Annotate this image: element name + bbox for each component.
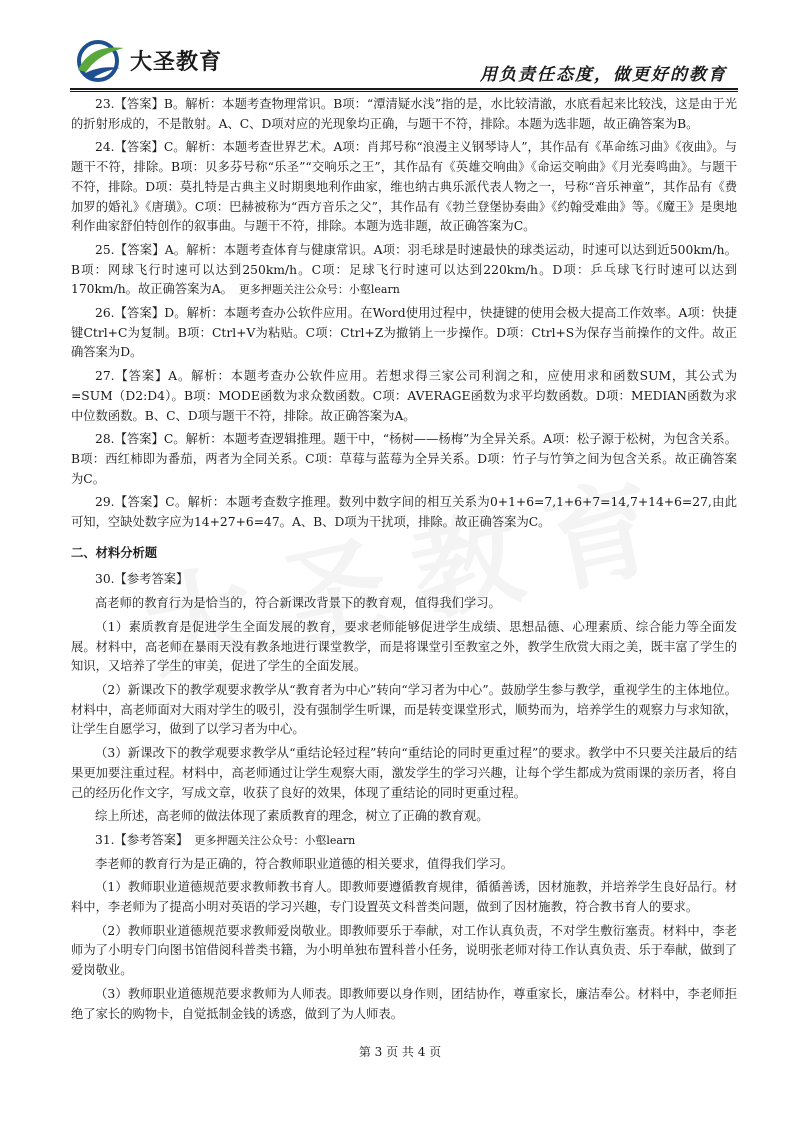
answer-25 xyxy=(71,241,737,300)
brand-name: 大圣教育 xyxy=(130,50,223,75)
dasheng-logo-icon xyxy=(74,40,126,82)
promo-note: 更多押题关注公众号：小壑learn xyxy=(194,833,356,847)
q30-paragraph: （1）素质教育是促进学生全面发展的教育，要求老师能够促进学生成绩、思想品德、心理素质、综合能力等全面发展。材料中，高老师在暴雨天没有教条地进行课堂教学，而是将课堂引至教室之外，教学生欣赏大雨之美，既丰富了学生的知识，又培养了学生的审美，促进了学生的全面发展。 xyxy=(71,619,737,674)
q31-paragraph: （3）教师职业道德规范要求教师为人师表。即教师要以身作则，团结协作，尊重家长，廉洁奉公。材料中，李老师拒绝了家长的购物卡，自觉抵制金钱的诱惑，做到了为人师表。 xyxy=(71,986,737,1021)
q30-paragraph: 综上所述，高老师的做法体现了素质教育的理念，树立了正确的教育观。 xyxy=(95,809,489,824)
q30-paragraph: （3）新课改下的教学观要求教学从“重结论轻过程”转向“重结论的同时更重过程”的要求。教学中不只要关注最后的结果更加要注重过程。材料中，高老师通过让学生观察大雨，激发学生的学习兴趣，让每个学生都成为赏雨课的亲历者，将自己的经历化作文字，写成文章，收获了良好的效果，体现了重结论的同时更重过程。 xyxy=(71,746,737,800)
q31-paragraph: （2）教师职业道德规范要求教师爱岗敬业。即教师要乐于奉献，对工作认真负责，不对学生敷衍塞责。材料中，李老师为了小明专门向图书馆借阅科普类书籍，为小明单独布置科普小任务，说明张老师对待工作认真负责、乐于奉献，做到了爱岗敬业。 xyxy=(71,923,737,978)
answer-24: 24.【答案】C。解析：本题考查世界艺术。A项：肖邦号称“浪漫主义钢琴诗人”，其作品有《革命练习曲》《夜曲》。与题干不符，排除。B项：贝多芬号称“乐圣”“交响乐之王”，其作品有《英雄交响曲》《命运交响曲》《月光奏鸣曲》。与题干不符，排除。D项：莫扎特是古典主义时期奥地利作曲家，维也纳古典乐派代表人物之一，号称“音乐神童”，其作品有《费加罗的婚礼》《唐璜》。C项：巴赫被称为“西方音乐之父”，其作品有《勃兰登堡协奏曲》《约翰受难曲》等。《魔王》是奥地利作曲家舒伯特创作的叙事曲。与题干不符，排除。本题为选非题，故正确答案为C。 xyxy=(71,140,737,234)
answer-27: 27.【答案】A。解析：本题考查办公软件应用。若想求得三家公司利润之和，应使用求和函数SUM，其公式为=SUM（D2:D4）。B项：MODE函数为求众数函数。C项：AVERAGE函数为求平均数函数。D项：MEDIAN函数为求中位数函数。B、C、D项与题干不符，排除。故正确答案为A。 xyxy=(71,369,737,423)
promo-note: 更多押题关注公众号：小壑learn xyxy=(238,283,400,297)
answer-26: 26.【答案】D。解析：本题考查办公软件应用。在Word使用过程中，快捷键的使用会极大提高工作效率。A项：快捷键Ctrl+C为复制。B项：Ctrl+V为粘贴。C项：Ctrl+Z为撤销上一步操作。D项：Ctrl+S为保存当前操作的文件。故正确答案为D。 xyxy=(71,306,737,360)
section-title: 二、材料分析题 xyxy=(71,544,158,560)
q30-paragraph: （2）新课改下的教学观要求教学从“教育者为中心”转向“学习者为中心”。鼓励学生参与教学，重视学生的主体地位。材料中，高老师面对大雨对学生的吸引，没有强制学生听课，而是转变课堂形式，顺势而为，培养学生的观察力与求知欲，让学生自愿学习，做到了以学习者为中心。 xyxy=(71,682,737,737)
q30-paragraph: 高老师的教育行为是恰当的，符合新课改背景下的教育观，值得我们学习。 xyxy=(95,596,501,611)
q30-label: 30.【参考答案】 xyxy=(95,572,189,587)
answer-28: 28.【答案】C。解析：本题考查逻辑推理。题干中，“杨树——杨梅”为全异关系。A项：松子源于松树，为包含关系。B项：西红柿即为番茄，两者为全同关系。C项：草莓与蓝莓为全异关系。D项：竹子与竹笋之间为包含关系。故正确答案为C。 xyxy=(71,432,737,486)
page-header xyxy=(0,0,800,90)
answer-25-text: 25.【答案】A。解析：本题考查体育与健康常识。A项：羽毛球是时速最快的球类运动，时速可以达到近500km/h。B项：网球飞行时速可以达到250km/h。C项：足球飞行时速可以达到220km/h。D项：乒乓球飞行时速可以达到170km/h。故正确答案为A。 xyxy=(71,242,737,297)
header-divider-thin xyxy=(70,91,738,92)
page-number: 第 3 页 共 4 页 xyxy=(358,1045,442,1059)
q31-paragraph: （1）教师职业道德规范要求教师教书育人。即教师要遵循教育规律，循循善诱，因材施教，并培养学生良好品行。材料中，李老师为了提高小明对英语的学习兴趣，专门设置英文科普类问题，做到了因材施教，符合教书育人的要求。 xyxy=(71,880,737,915)
answer-23: 23.【答案】B。解析：本题考查物理常识。B项：“潭清疑水浅”指的是，水比较清澈，水底看起来比较浅，这是由于光的折射形成的，不是散射。A、C、D项对应的光现象均正确，与题干不符，排除。本题为选非题，故正确答案为B。 xyxy=(71,97,737,131)
answer-29: 29.【答案】C。解析：本题考查数字推理。数列中数字间的相互关系为0+1+6=7,1+6+7=14,7+14+6=27,由此可知，空缺处数字应为14+27+6=47。A、B、D项为干扰项，排除。故正确答案为C。 xyxy=(71,495,737,530)
q31-label-line xyxy=(71,831,737,851)
header-slogan: 用负责任态度，做更好的教育 xyxy=(480,65,727,85)
answer-content xyxy=(71,95,737,1024)
q31-paragraph: 李老师的教育行为是正确的，符合教师职业道德的相关要求，值得我们学习。 xyxy=(95,856,514,871)
q31-label: 31.【参考答案】 xyxy=(95,832,189,847)
header-divider xyxy=(70,88,738,90)
